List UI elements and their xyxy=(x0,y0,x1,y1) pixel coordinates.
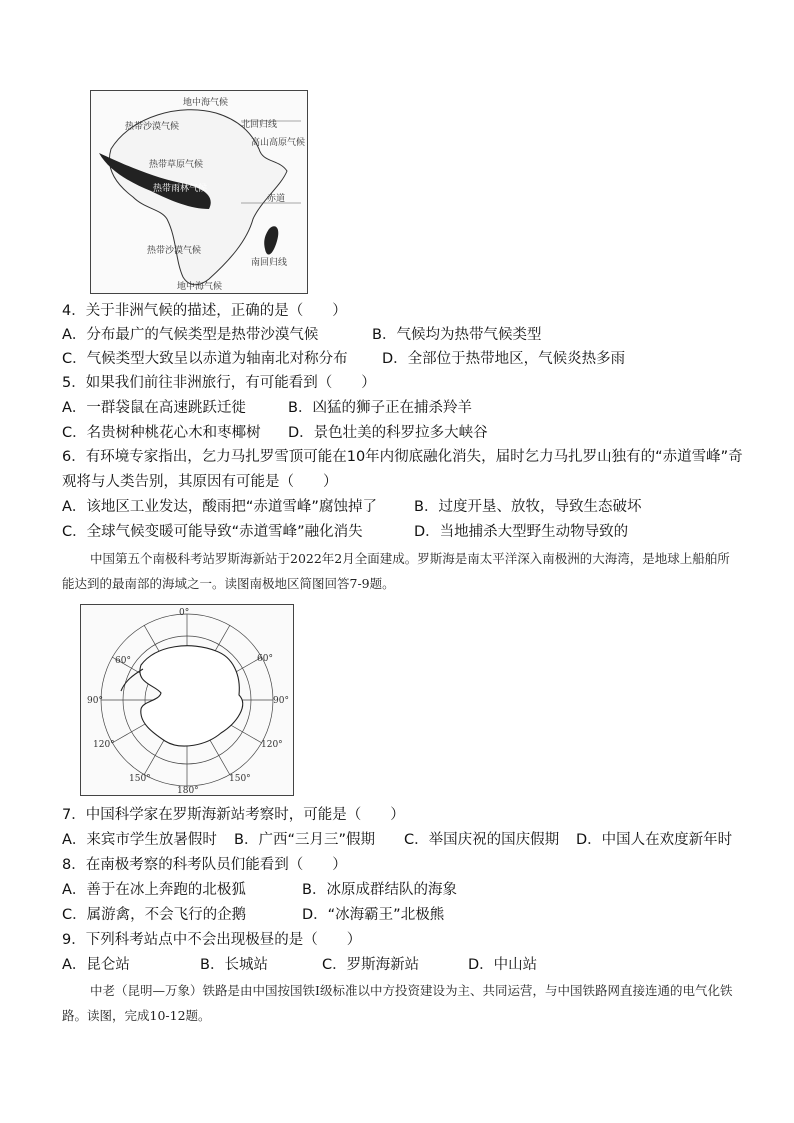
q6-option-c[interactable]: C．全球气候变暖可能导致“赤道雪峰”融化消失 xyxy=(62,524,363,540)
q8-option-b[interactable]: B．冰原成群结队的海象 xyxy=(302,882,457,898)
map-label-desert-south: 热带沙漠气候 xyxy=(147,246,202,256)
q9-option-c[interactable]: C．罗斯海新站 xyxy=(322,957,420,973)
deg-180: 180° xyxy=(177,786,199,795)
map-label-tropic-capricorn: 南回归线 xyxy=(251,258,288,268)
map-label-savanna: 热带草原气候 xyxy=(149,160,204,170)
q9-option-d[interactable]: D．中山站 xyxy=(468,957,538,973)
q5-option-b[interactable]: B．凶猛的狮子正在捕杀羚羊 xyxy=(288,400,472,416)
antarctica-outline xyxy=(140,646,243,746)
deg-90-west: 90° xyxy=(87,696,103,706)
q9-option-b[interactable]: B．长城站 xyxy=(200,957,268,973)
deg-60-east: 60° xyxy=(257,654,273,664)
africa-climate-map xyxy=(90,90,308,294)
map-label-highland: 高山高原气候 xyxy=(251,138,306,148)
q6-stem-line1: 6．有环境专家指出，乞力马扎罗雪顶可能在10年内彻底融化消失，届时乞力马扎罗山独有的“赤道雪峰”奇 xyxy=(62,449,743,465)
q9-option-a[interactable]: A．昆仑站 xyxy=(62,957,130,973)
map-label-rainforest: 热带雨林气候 xyxy=(153,184,208,194)
map-label-equator: 赤道 xyxy=(267,194,286,204)
q4-option-c[interactable]: C．气候类型大致呈以赤道为轴南北对称分布 xyxy=(62,351,348,367)
deg-120-east: 120° xyxy=(261,740,283,750)
q7-option-a[interactable]: A．来宾市学生放暑假时 xyxy=(62,832,217,848)
q7-option-b[interactable]: B．广西“三月三”假期 xyxy=(234,832,375,848)
q4-stem: 4．关于非洲气候的描述，正确的是（ ） xyxy=(62,303,347,319)
q4-option-b[interactable]: B．气候均为热带气候类型 xyxy=(372,327,542,343)
deg-90-east: 90° xyxy=(273,696,289,706)
intro-questions-10-12: 中老（昆明—万象）铁路是由中国按国铁Ⅰ级标准以中方投资建设为主、共同运营，与中国铁路网直接连通的电气化铁路。读图，完成10-12题。 xyxy=(62,983,733,1023)
q5-stem: 5．如果我们前往非洲旅行，有可能看到（ ） xyxy=(62,375,376,391)
q8-option-a[interactable]: A．善于在冰上奔跑的北极狐 xyxy=(62,882,246,898)
q6-stem-line2: 观将与人类告别，其原因有可能是（ ） xyxy=(62,474,338,490)
intro-questions-7-9: 中国第五个南极科考站罗斯海新站于2022年2月全面建成。罗斯海是南太平洋深入南极洲的大海湾，是地球上船舶所能达到的最南部的海域之一。读图南极地区简图回答7-9题。 xyxy=(62,551,730,591)
q8-stem: 8．在南极考察的科考队员们能看到（ ） xyxy=(62,857,347,873)
q5-option-d[interactable]: D．景色壮美的科罗拉多大峡谷 xyxy=(288,425,488,441)
q6-option-a[interactable]: A．该地区工业发达，酸雨把“赤道雪峰”腐蚀掉了 xyxy=(62,499,377,515)
q5-option-c[interactable]: C．名贵树种桃花心木和枣椰树 xyxy=(62,425,261,441)
madagascar-shape xyxy=(264,226,278,254)
q7-option-c[interactable]: C．举国庆祝的国庆假期 xyxy=(404,832,560,848)
map-label-tropic-cancer: 北回归线 xyxy=(241,120,278,130)
q8-option-c[interactable]: C．属游禽，不会飞行的企鹅 xyxy=(62,907,247,923)
q7-stem: 7．中国科学家在罗斯海新站考察时，可能是（ ） xyxy=(62,807,405,823)
map-label-med-north: 地中海气候 xyxy=(183,98,229,108)
q5-option-a[interactable]: A．一群袋鼠在高速跳跃迁徙 xyxy=(62,400,246,416)
map-label-med-south: 地中海气候 xyxy=(177,282,223,292)
q8-option-d[interactable]: D．“冰海霸王”北极熊 xyxy=(302,907,445,923)
deg-120-west: 120° xyxy=(93,740,115,750)
q6-option-b[interactable]: B．过度开垦、放牧，导致生态破坏 xyxy=(414,499,642,515)
deg-60-west: 60° xyxy=(115,656,131,666)
deg-150-west: 150° xyxy=(129,774,151,784)
deg-150-east: 150° xyxy=(229,774,251,784)
q4-option-a[interactable]: A．分布最广的气候类型是热带沙漠气候 xyxy=(62,327,319,343)
antarctic-map xyxy=(80,604,294,796)
deg-0: 0° xyxy=(179,608,190,618)
q6-option-d[interactable]: D．当地捕杀大型野生动物导致的 xyxy=(414,524,629,540)
q9-stem: 9．下列科考站点中不会出现极昼的是（ ） xyxy=(62,932,362,948)
map-label-desert-north: 热带沙漠气候 xyxy=(125,122,180,132)
q4-option-d[interactable]: D．全部位于热带地区，气候炎热多雨 xyxy=(382,351,626,367)
q7-option-d[interactable]: D．中国人在欢度新年时 xyxy=(576,832,733,848)
